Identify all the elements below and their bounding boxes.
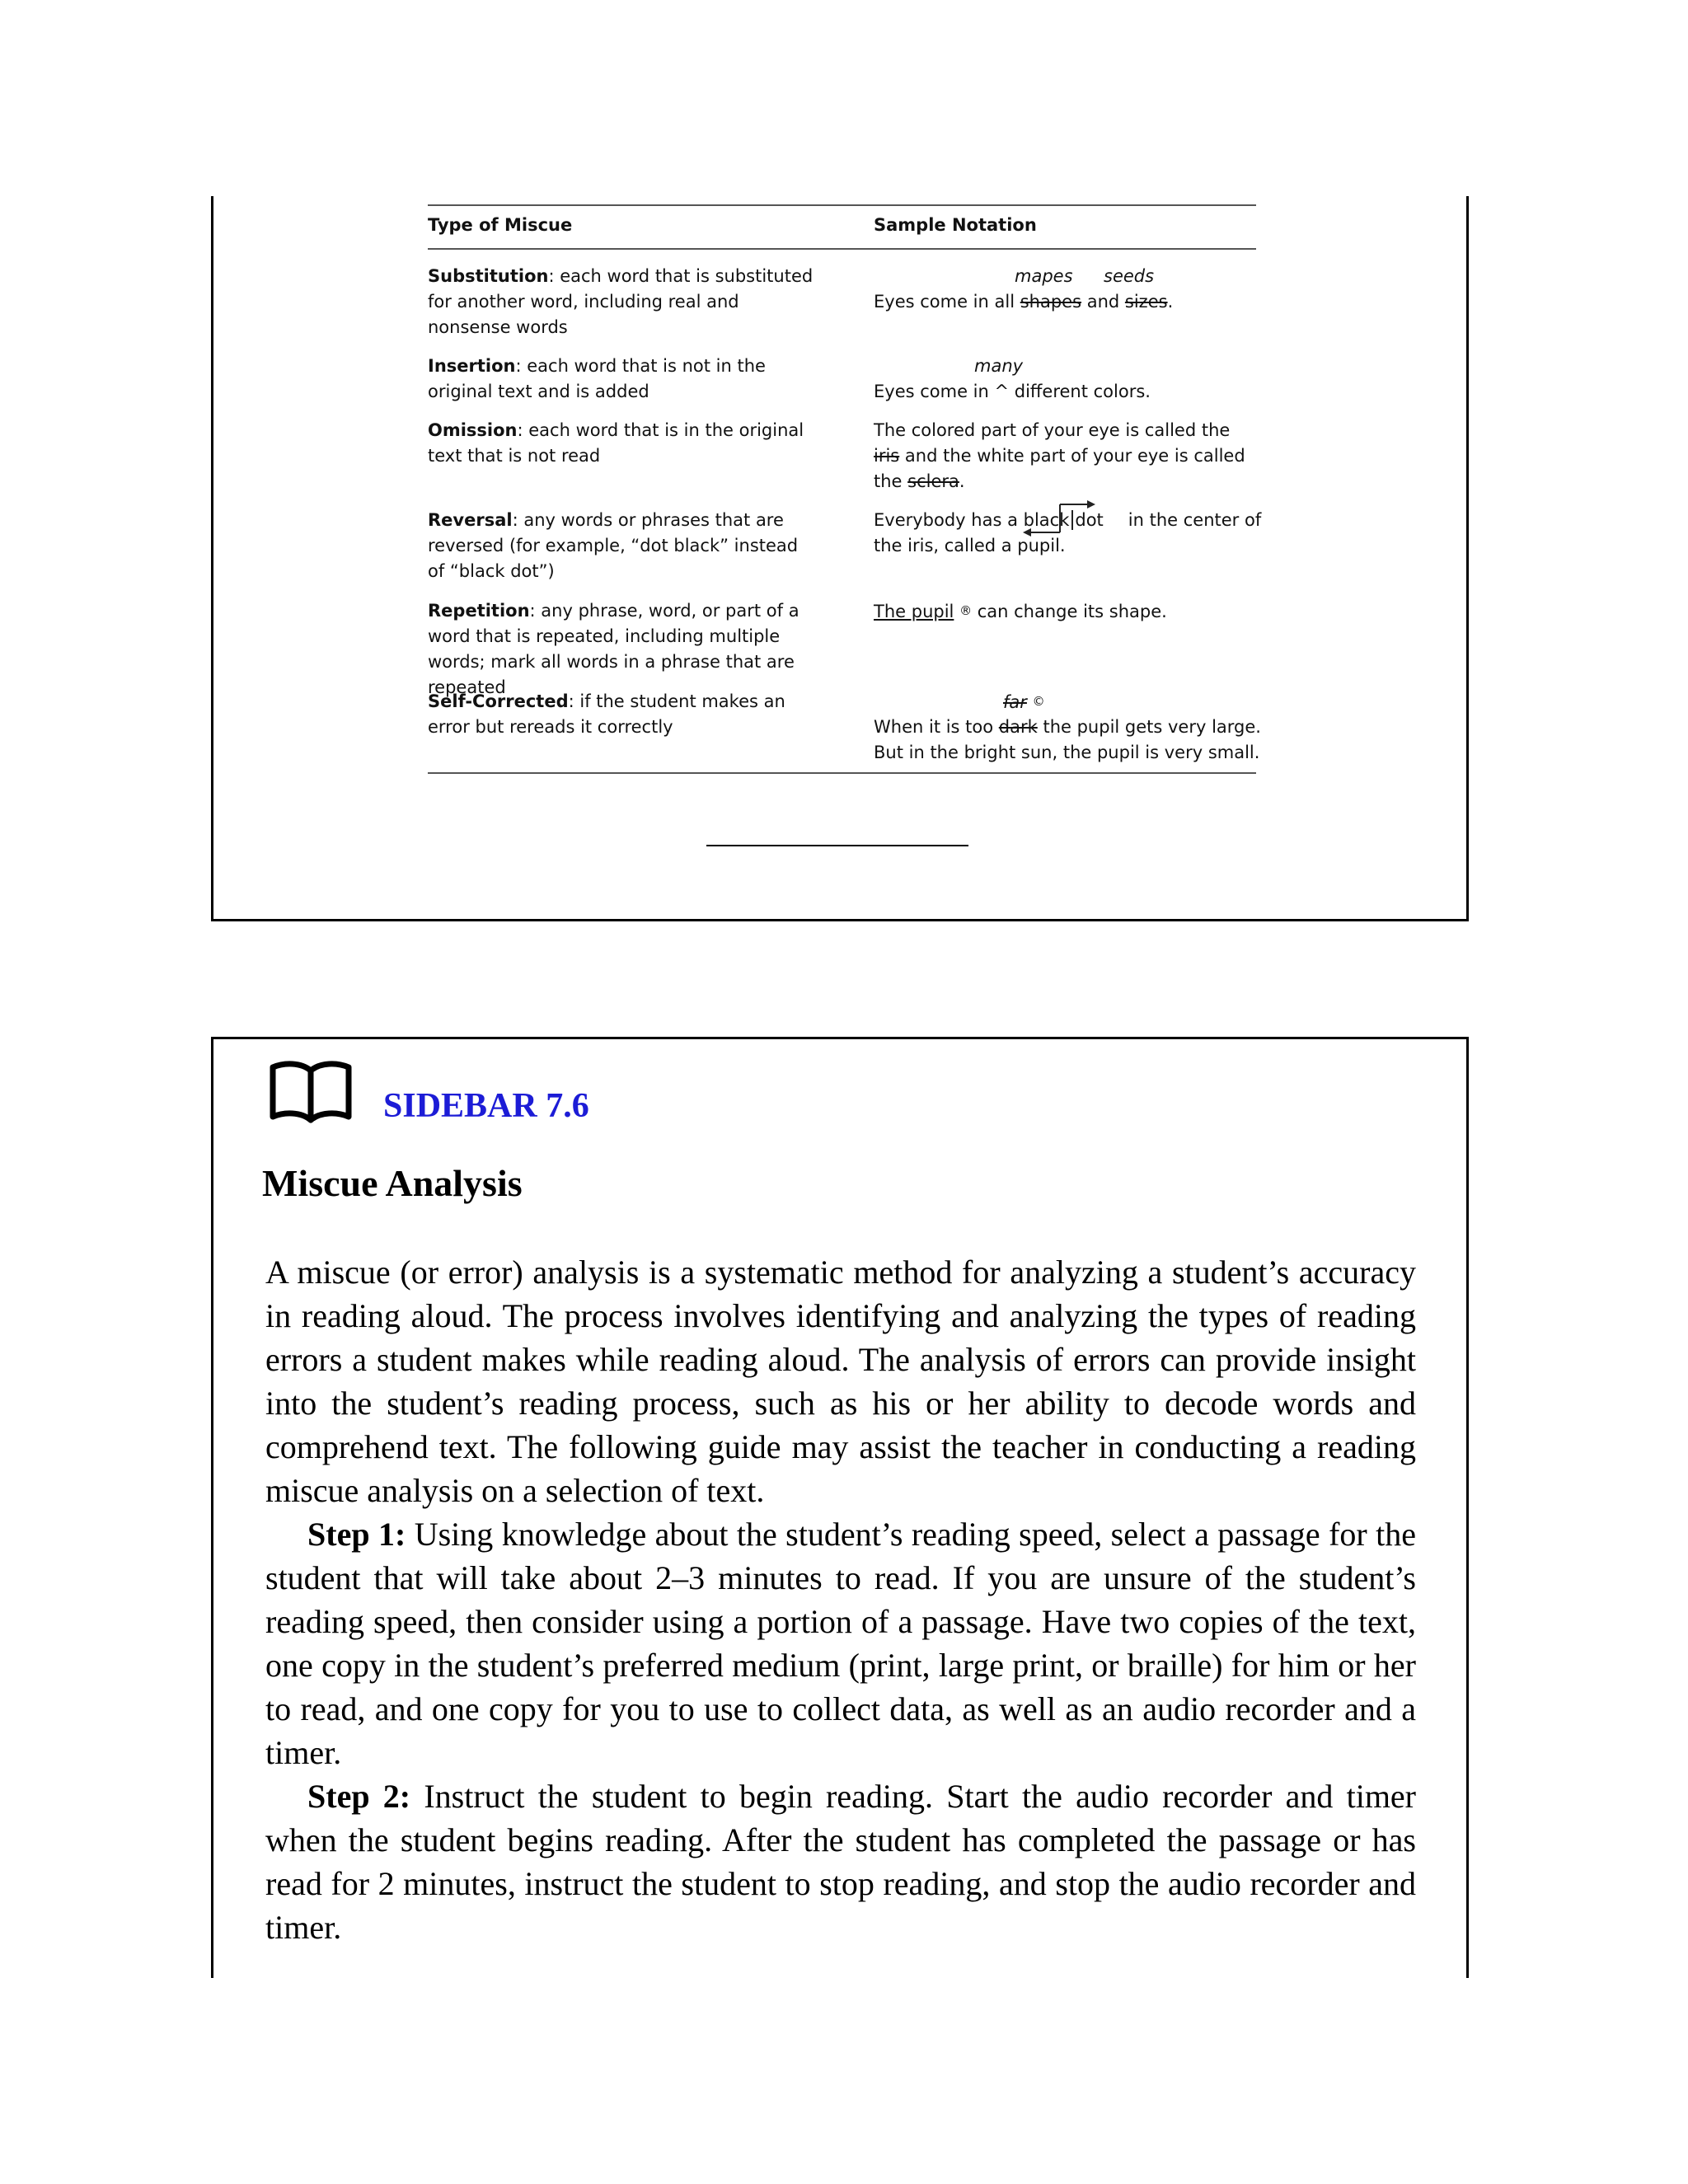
table-row [428,689,815,740]
repeated-phrase: The pupil [874,602,954,621]
step-text: Instruct the student to begin reading. Start the audio recorder and timer when the student begins reading. After the student has completed the passage or has read for 2 minutes, instruct the student to stop reading, and stop the audio recorder and timer. [265,1778,1417,1946]
sample-notation: Eyes come in ^ different colors. [874,382,1151,401]
sidebar-body [265,1250,1416,1949]
sidebar-continuation-frame [211,196,1469,921]
struck-word: dark [998,717,1038,737]
table-bottom-rule [428,772,1256,774]
miscue-term: Substitution [428,266,549,286]
reversed-word: dot [1071,510,1103,530]
sidebar-label: SIDEBAR 7.6 [383,1087,589,1125]
table-row [428,264,815,340]
struck-word: sizes [1124,292,1168,312]
step-label: Step 2: [307,1778,411,1815]
struck-annotation: far [1003,692,1027,712]
table-row [428,598,815,701]
miscue-description: : if the student makes an error but rereads it correctly [428,691,785,737]
step-label: Step 1: [307,1516,406,1553]
miscue-description: : any words or phrases that are reversed (for example, “dot black” instead of “black dot”) [428,510,799,581]
miscue-description: : each word that is not in the original text and is added [428,356,766,401]
annotation: many [974,356,1024,376]
table-row [428,508,815,584]
sample-text: Eyes come in all [874,292,1020,312]
sample-notation [874,418,1253,494]
annotation: seeds [1104,266,1155,286]
sample-text: can change its shape. [972,602,1167,621]
miscue-term: Repetition [428,601,530,621]
intro-paragraph: A miscue (or error) analysis is a systematic method for analyzing a student’s accuracy in reading aloud. The process involves identifying and analyzing the types of reading errors a student makes while reading aloud. The analysis of errors can provide insight into the student’s reading process, such as his or her ability to decode words and comprehend text. The following guide may assist the teacher in conducting a reading miscue analysis on a selection of text. [265,1254,1416,1509]
sample-text: the pupil gets very large. [1037,717,1261,737]
open-book-icon [268,1059,354,1125]
miscue-term: Omission [428,420,518,440]
self-correction-mark: © [1032,694,1045,709]
annotation: mapes [1015,266,1073,286]
miscue-term: Reversal [428,510,513,530]
header-sample-notation: Sample Notation [874,215,1037,235]
table-row [428,418,815,469]
sidebar-title: Miscue Analysis [262,1162,523,1204]
reversal-arrows [1029,498,1128,539]
section-divider [706,845,968,846]
sample-text: When it is too [874,717,999,737]
struck-word: iris [874,446,900,466]
step-paragraph [265,1512,1416,1774]
sample-text: the iris, called a pupil. [874,536,1066,555]
sample-text: . [1167,292,1174,312]
sample-text: and [1081,292,1125,312]
step-text: Using knowledge about the student’s reading speed, select a passage for the student that will take about 2–3 minutes to read. If you are unsure of the student’s reading speed, then consider using a portion of a passage. Have two copies of the text, one copy in the student’s preferred medium (print, large print, or braille) for him or her to read, and one copy for you to use to collect data, as well as an audio recorder and a timer. [265,1516,1417,1771]
miscue-description: : each word that is substituted for another word, including real and nonsense words [428,266,814,337]
struck-word: sclera [907,471,959,491]
step-paragraph [265,1774,1416,1949]
sample-notation [874,598,1261,625]
miscue-term: Insertion [428,356,516,376]
sample-text: The colored part of your eye is called the [874,420,1231,440]
table-row [428,354,815,405]
struck-word: shapes [1020,292,1082,312]
sample-text: in the center of [1128,510,1262,530]
annotation [1003,689,1045,715]
miscue-term: Self-Corrected [428,691,569,711]
table-header-rule [428,248,1256,250]
sample-text: But in the bright sun, the pupil is very small. [874,743,1260,762]
sample-notation [874,715,1269,766]
header-type-of-miscue: Type of Miscue [428,215,573,235]
sample-text: and the white part of your eye is called the [874,446,1245,491]
miscue-description: : any phrase, word, or part of a word that is repeated, including multiple words; mark all words in a phrase that are repeated [428,601,799,697]
miscue-description: : each word that is in the original text that is not read [428,420,804,466]
sample-text: . [959,471,965,491]
sample-text: Everybody has a black [874,510,1070,530]
table-top-rule [428,204,1256,206]
sample-notation [874,289,1261,315]
repetition-mark: ® [959,603,973,618]
